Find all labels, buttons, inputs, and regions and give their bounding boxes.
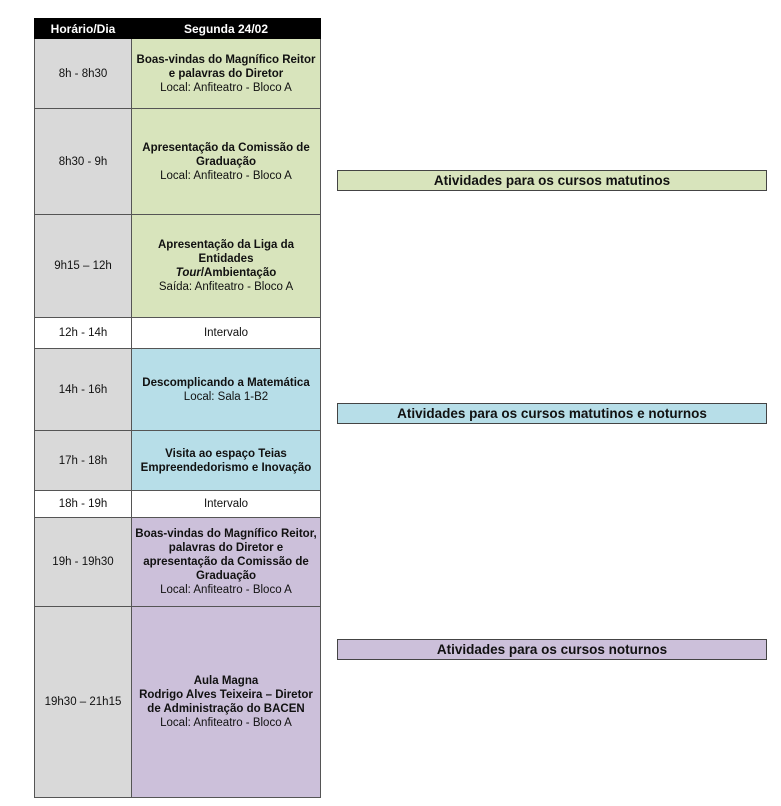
activity-title-rest: /Ambientação xyxy=(200,267,277,279)
activity-local: Local: Sala 1-B2 xyxy=(183,390,269,403)
legend-night: Atividades para os cursos noturnos xyxy=(337,639,767,660)
activity-local: Local: Anfiteatro - Bloco A xyxy=(160,717,292,729)
activity-speaker: Rodrigo Alves Teixeira – Diretor de Administração do BACEN xyxy=(139,689,313,715)
activity-cell: Intervalo xyxy=(132,318,321,349)
activity-local: Saída: Anfiteatro - Bloco A xyxy=(158,281,294,293)
table-row xyxy=(35,607,321,798)
legend-morning-night: Atividades para os cursos matutinos e noturnos xyxy=(337,403,767,424)
schedule-table xyxy=(34,18,321,798)
time-cell: 8h - 8h30 xyxy=(35,39,132,109)
activity-local: Local: Anfiteatro - Bloco A xyxy=(160,81,292,94)
table-row xyxy=(35,518,321,607)
activity-title: Boas-vindas do Magnífico Reitor e palavras do Diretor xyxy=(136,53,316,80)
table-row xyxy=(35,349,321,431)
header-time: Horário/Dia xyxy=(35,19,132,39)
time-cell: 9h15 – 12h xyxy=(35,215,132,318)
time-cell: 19h - 19h30 xyxy=(35,518,132,607)
legend-morning: Atividades para os cursos matutinos xyxy=(337,170,767,191)
activity-title-italic: Tour xyxy=(175,267,201,279)
table-row xyxy=(35,318,321,349)
time-cell: 17h - 18h xyxy=(35,431,132,491)
table-row xyxy=(35,491,321,518)
table-row xyxy=(35,215,321,318)
time-cell: 8h30 - 9h xyxy=(35,109,132,215)
activity-cell xyxy=(132,349,321,431)
activity-cell xyxy=(132,109,321,215)
header-row xyxy=(35,19,321,39)
time-cell: 14h - 16h xyxy=(35,349,132,431)
activity-cell xyxy=(132,518,321,607)
activity-cell xyxy=(132,215,321,318)
activity-cell xyxy=(132,39,321,109)
activity-title: Boas-vindas do Magnífico Reitor, palavras do Diretor e apresentação da Comissão de Graduação xyxy=(135,528,317,582)
header-day: Segunda 24/02 xyxy=(132,19,321,39)
activity-local: Local: Anfiteatro - Bloco A xyxy=(160,169,292,182)
activity-title: Aula Magna xyxy=(193,675,259,687)
activity-cell: Intervalo xyxy=(132,491,321,518)
activity-local: Local: Anfiteatro - Bloco A xyxy=(160,584,292,596)
activity-title: Apresentação da Liga da Entidades xyxy=(157,239,295,265)
time-cell: 18h - 19h xyxy=(35,491,132,518)
table-row xyxy=(35,109,321,215)
table-row xyxy=(35,39,321,109)
activity-title: Descomplicando a Matemática xyxy=(142,376,310,389)
activity-title: Apresentação da Comissão de Graduação xyxy=(142,141,310,168)
activity-cell xyxy=(132,607,321,798)
time-cell: 12h - 14h xyxy=(35,318,132,349)
activity-title-cont xyxy=(135,266,317,280)
activity-cell xyxy=(132,431,321,491)
time-cell: 19h30 – 21h15 xyxy=(35,607,132,798)
activity-title: Visita ao espaço Teias Empreendedorismo e Inovação xyxy=(140,447,312,474)
table-row xyxy=(35,431,321,491)
